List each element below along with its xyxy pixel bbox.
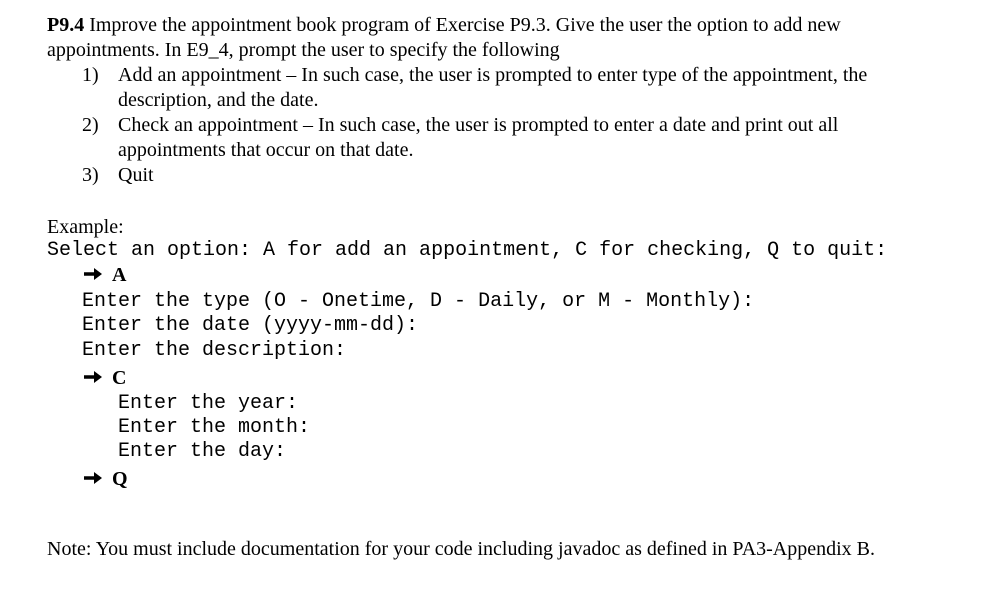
example-add-type-prompt: Enter the type (O - Onetime, D - Daily, or M - Monthly): [82, 290, 755, 313]
option-add-line2: description, and the date. [118, 89, 319, 111]
example-check-choice [82, 366, 126, 390]
option-check-line1: Check an appointment – In such case, the user is prompted to enter a date and print out all [118, 114, 839, 136]
example-heading: Example: [47, 216, 124, 238]
problem-intro-line1 [47, 13, 841, 38]
option-number: 1) [82, 64, 99, 86]
problem-id: P9.4 [47, 14, 85, 36]
example-quit-choice [82, 467, 128, 491]
example-quit-key: Q [112, 468, 128, 490]
example-check-day-prompt: Enter the day: [118, 440, 287, 463]
option-add-line1: Add an appointment – In such case, the user is prompted to enter type of the appointment, the [118, 64, 868, 86]
problem-intro-text: Improve the appointment book program of Exercise P9.3. Give the user the option to add new [84, 14, 841, 36]
option-number: 2) [82, 114, 99, 136]
example-add-description-prompt: Enter the description: [82, 339, 347, 362]
problem-intro-line2: appointments. In E9_4, prompt the user to specify the following [47, 39, 560, 61]
option-quit-line1: Quit [118, 164, 154, 186]
example-check-month-prompt: Enter the month: [118, 416, 311, 439]
right-arrow-icon [82, 369, 104, 385]
example-add-date-prompt: Enter the date (yyyy-mm-dd): [82, 314, 419, 337]
option-check-line2: appointments that occur on that date. [118, 139, 414, 161]
example-add-key: A [112, 264, 127, 286]
example-add-choice [82, 263, 126, 287]
example-check-year-prompt: Enter the year: [118, 392, 299, 415]
option-number: 3) [82, 164, 99, 186]
documentation-note: Note: You must include documentation for your code including javadoc as defined in PA3-Appendix B. [47, 538, 876, 560]
right-arrow-icon [82, 266, 104, 282]
example-check-key: C [112, 367, 127, 389]
right-arrow-icon [82, 470, 104, 486]
example-prompt: Select an option: A for add an appointment, C for checking, Q to quit: [47, 239, 888, 262]
